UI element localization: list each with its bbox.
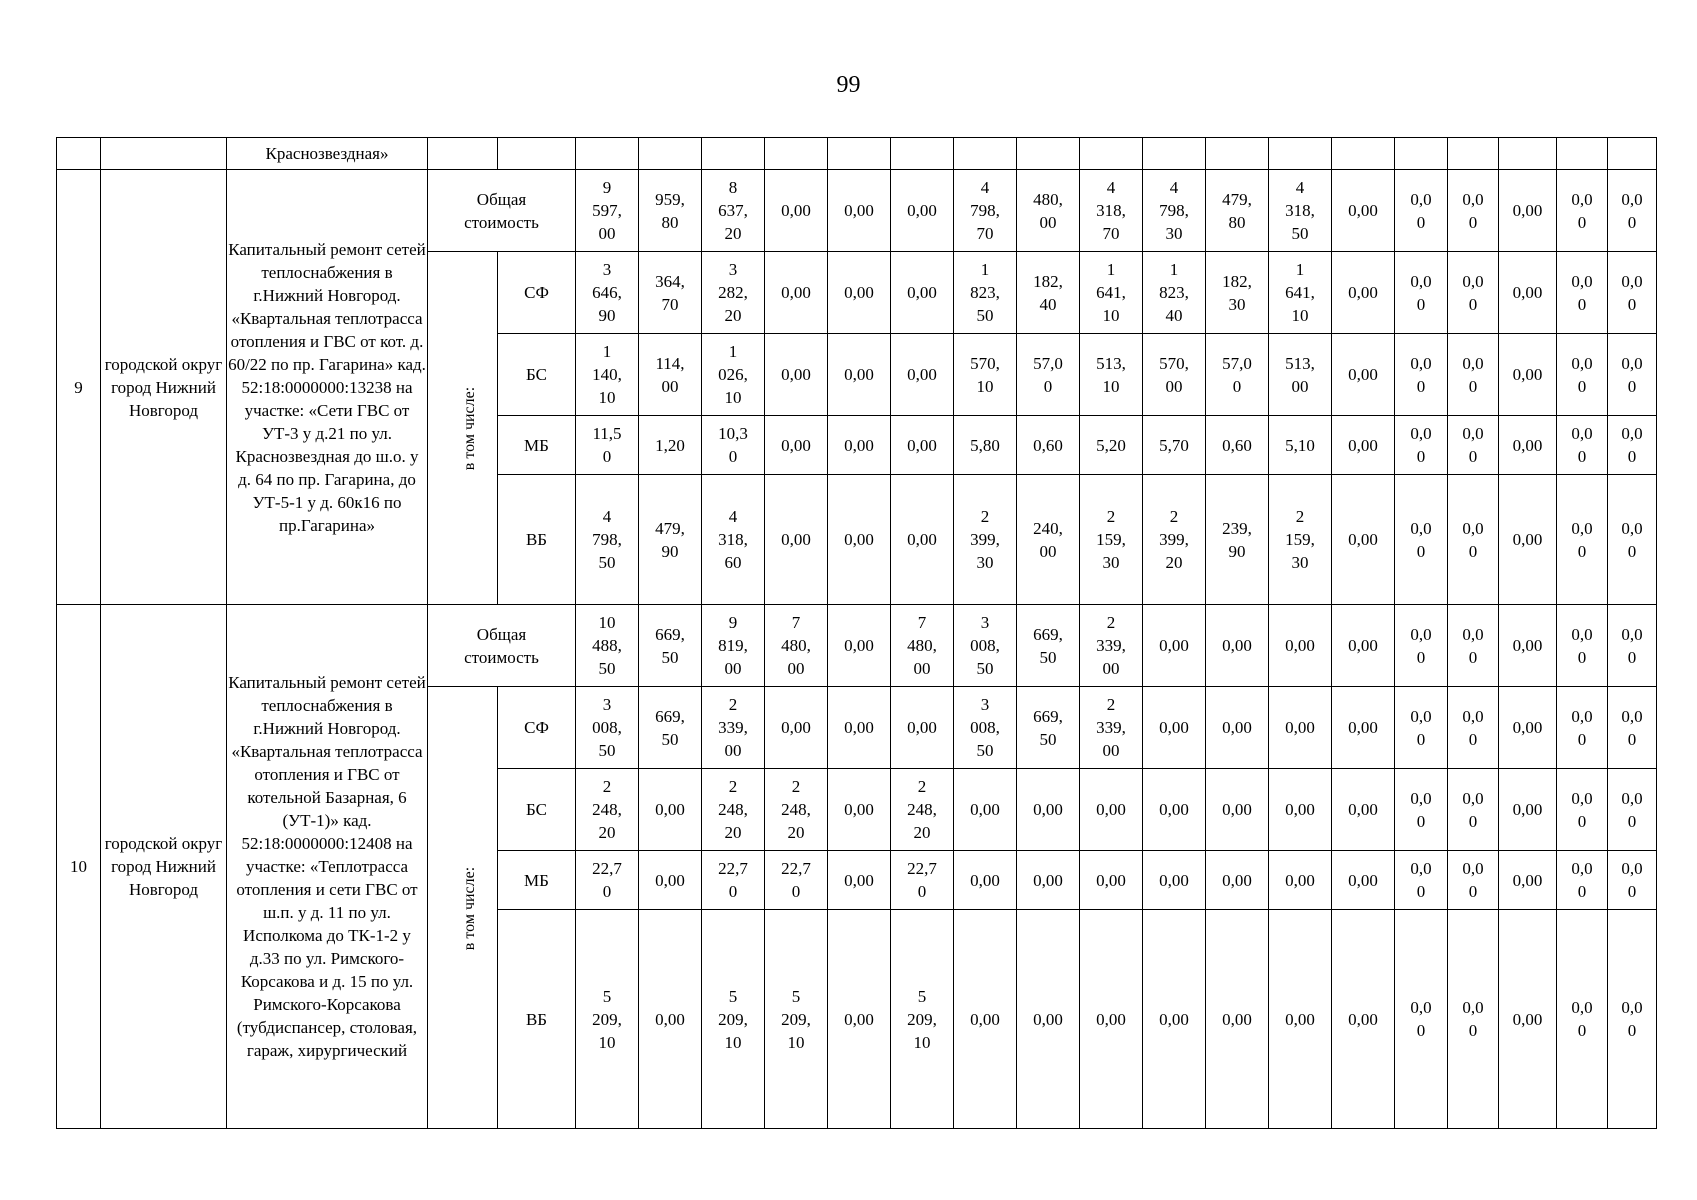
value-cell: 0,00	[1332, 605, 1395, 687]
value-cell: 570, 00	[1143, 334, 1206, 416]
row-label-total: Общая стоимость	[428, 605, 576, 687]
table-row	[57, 170, 1657, 252]
value-cell: 0,0 0	[1395, 475, 1448, 605]
value-cell: 0,00	[1332, 334, 1395, 416]
row-label: ВБ	[498, 910, 576, 1129]
value-cell: 1,20	[639, 416, 702, 475]
value-cell: 0,0 0	[1557, 475, 1608, 605]
cell-empty	[498, 138, 576, 170]
value-cell: 4 318, 60	[702, 475, 765, 605]
value-cell: 5,80	[954, 416, 1017, 475]
value-cell: 0,00	[828, 334, 891, 416]
value-cell: 0,0 0	[1395, 769, 1448, 851]
value-cell: 0,0 0	[1557, 334, 1608, 416]
including-label-cell	[428, 252, 498, 605]
value-cell: 0,00	[1143, 605, 1206, 687]
cell-empty	[1269, 138, 1332, 170]
value-cell: 0,00	[954, 910, 1017, 1129]
value-cell: 0,00	[1269, 851, 1332, 910]
value-cell: 0,00	[1206, 851, 1269, 910]
value-cell: 0,00	[765, 170, 828, 252]
value-cell: 57,0 0	[1206, 334, 1269, 416]
value-cell: 4 798, 30	[1143, 170, 1206, 252]
continuation-row	[57, 138, 1657, 170]
value-cell: 0,00	[1143, 851, 1206, 910]
value-cell: 570, 10	[954, 334, 1017, 416]
value-cell: 0,00	[1143, 687, 1206, 769]
value-cell: 0,00	[891, 170, 954, 252]
value-cell: 7 480, 00	[891, 605, 954, 687]
value-cell: 0,00	[1080, 910, 1143, 1129]
row-label: ВБ	[498, 475, 576, 605]
value-cell: 0,0 0	[1608, 605, 1657, 687]
value-cell: 0,0 0	[1448, 851, 1499, 910]
value-cell: 2 399, 20	[1143, 475, 1206, 605]
value-cell: 0,00	[1332, 769, 1395, 851]
value-cell: 9 597, 00	[576, 170, 639, 252]
value-cell: 0,00	[828, 252, 891, 334]
value-cell: 0,00	[1080, 851, 1143, 910]
cell-empty	[576, 138, 639, 170]
value-cell: 0,00	[1332, 252, 1395, 334]
value-cell: 0,0 0	[1448, 687, 1499, 769]
cell-empty	[428, 138, 498, 170]
value-cell: 0,00	[828, 605, 891, 687]
value-cell: 7 480, 00	[765, 605, 828, 687]
value-cell: 0,00	[765, 687, 828, 769]
value-cell: 0,00	[891, 252, 954, 334]
project-description: Капитальный ремонт сетей теплоснабжения в г.Нижний Новгород. «Квартальная теплотрасса отопления и ГВС от кот. д. 60/22 по пр. Гагарина» кад. 52:18:0000000:13238 на участке: «Сети ГВС от УТ-3 у д.21 по ул. Краснозвездная до ш.о. у д. 64 по пр. Гагарина, до УТ-5-1 у д. 60к16 по пр.Гагарина»	[227, 170, 428, 605]
value-cell: 0,0 0	[1395, 687, 1448, 769]
value-cell: 0,00	[891, 687, 954, 769]
value-cell: 182, 30	[1206, 252, 1269, 334]
cell-empty	[891, 138, 954, 170]
value-cell: 5 209, 10	[702, 910, 765, 1129]
value-cell: 0,0 0	[1557, 416, 1608, 475]
value-cell: 4 798, 70	[954, 170, 1017, 252]
value-cell: 959, 80	[639, 170, 702, 252]
cell-empty	[1206, 138, 1269, 170]
value-cell: 3 282, 20	[702, 252, 765, 334]
value-cell: 0,00	[1332, 475, 1395, 605]
cell-empty	[765, 138, 828, 170]
value-cell: 0,0 0	[1557, 769, 1608, 851]
value-cell: 0,00	[1499, 605, 1557, 687]
value-cell: 0,0 0	[1448, 416, 1499, 475]
value-cell: 1 140, 10	[576, 334, 639, 416]
value-cell: 0,00	[891, 334, 954, 416]
cell-empty	[1448, 138, 1499, 170]
row-label: БС	[498, 334, 576, 416]
value-cell: 0,0 0	[1448, 334, 1499, 416]
value-cell: 0,0 0	[1557, 605, 1608, 687]
value-cell: 9 819, 00	[702, 605, 765, 687]
row-label: МБ	[498, 851, 576, 910]
cell-empty	[57, 138, 101, 170]
value-cell: 0,00	[1499, 416, 1557, 475]
value-cell: 240, 00	[1017, 475, 1080, 605]
row-label: БС	[498, 769, 576, 851]
municipality: городской округ город Нижний Новгород	[101, 605, 227, 1129]
value-cell: 239, 90	[1206, 475, 1269, 605]
value-cell: 0,0 0	[1395, 416, 1448, 475]
value-cell: 513, 00	[1269, 334, 1332, 416]
value-cell: 2 339, 00	[1080, 605, 1143, 687]
value-cell: 0,00	[1269, 910, 1332, 1129]
value-cell: 364, 70	[639, 252, 702, 334]
value-cell: 0,0 0	[1557, 851, 1608, 910]
value-cell: 0,0 0	[1557, 252, 1608, 334]
value-cell: 669, 50	[1017, 687, 1080, 769]
value-cell: 1 823, 50	[954, 252, 1017, 334]
value-cell: 0,00	[891, 475, 954, 605]
value-cell: 0,60	[1206, 416, 1269, 475]
row-label: СФ	[498, 687, 576, 769]
value-cell: 2 399, 30	[954, 475, 1017, 605]
value-cell: 0,0 0	[1608, 252, 1657, 334]
value-cell: 1 641, 10	[1269, 252, 1332, 334]
value-cell: 0,00	[1017, 910, 1080, 1129]
value-cell: 2 248, 20	[576, 769, 639, 851]
value-cell: 0,00	[639, 910, 702, 1129]
description-tail: Краснозвездная»	[227, 138, 428, 170]
value-cell: 0,00	[1332, 851, 1395, 910]
value-cell: 0,0 0	[1608, 851, 1657, 910]
cell-empty	[828, 138, 891, 170]
value-cell: 0,0 0	[1395, 170, 1448, 252]
cell-empty	[702, 138, 765, 170]
value-cell: 0,0 0	[1448, 475, 1499, 605]
value-cell: 114, 00	[639, 334, 702, 416]
value-cell: 0,00	[765, 252, 828, 334]
value-cell: 0,00	[765, 334, 828, 416]
value-cell: 0,00	[1499, 475, 1557, 605]
value-cell: 4 318, 70	[1080, 170, 1143, 252]
value-cell: 2 339, 00	[1080, 687, 1143, 769]
row-label: МБ	[498, 416, 576, 475]
value-cell: 2 248, 20	[891, 769, 954, 851]
including-label-cell	[428, 687, 498, 1129]
project-number: 10	[57, 605, 101, 1129]
value-cell: 4 318, 50	[1269, 170, 1332, 252]
value-cell: 0,00	[828, 769, 891, 851]
value-cell: 5,70	[1143, 416, 1206, 475]
value-cell: 1 026, 10	[702, 334, 765, 416]
value-cell: 0,00	[1269, 605, 1332, 687]
value-cell: 2 248, 20	[702, 769, 765, 851]
value-cell: 22,7 0	[765, 851, 828, 910]
value-cell: 0,0 0	[1557, 170, 1608, 252]
value-cell: 0,00	[1017, 851, 1080, 910]
value-cell: 0,00	[1269, 769, 1332, 851]
value-cell: 2 159, 30	[1269, 475, 1332, 605]
value-cell: 0,00	[765, 475, 828, 605]
value-cell: 0,00	[765, 416, 828, 475]
value-cell: 3 008, 50	[954, 605, 1017, 687]
cell-empty	[1557, 138, 1608, 170]
cell-empty	[1080, 138, 1143, 170]
value-cell: 0,00	[1332, 910, 1395, 1129]
table-row	[57, 605, 1657, 687]
value-cell: 0,0 0	[1448, 252, 1499, 334]
cell-empty	[1499, 138, 1557, 170]
value-cell: 669, 50	[639, 687, 702, 769]
value-cell: 0,00	[1499, 687, 1557, 769]
value-cell: 0,0 0	[1608, 910, 1657, 1129]
value-cell: 0,0 0	[1608, 475, 1657, 605]
value-cell: 0,00	[1206, 769, 1269, 851]
value-cell: 0,00	[1206, 910, 1269, 1129]
value-cell: 0,00	[1499, 851, 1557, 910]
value-cell: 0,00	[828, 170, 891, 252]
value-cell: 0,00	[1332, 170, 1395, 252]
value-cell: 0,0 0	[1395, 851, 1448, 910]
project-number: 9	[57, 170, 101, 605]
value-cell: 2 339, 00	[702, 687, 765, 769]
municipality: городской округ город Нижний Новгород	[101, 170, 227, 605]
value-cell: 0,00	[828, 416, 891, 475]
value-cell: 0,00	[1499, 769, 1557, 851]
value-cell: 0,00	[1206, 687, 1269, 769]
value-cell: 0,00	[1080, 769, 1143, 851]
including-label: в том числе:	[461, 866, 479, 950]
cell-empty	[1608, 138, 1657, 170]
page-number: 99	[836, 72, 861, 98]
value-cell: 0,0 0	[1608, 416, 1657, 475]
value-cell: 0,00	[1143, 769, 1206, 851]
value-cell: 0,00	[1499, 334, 1557, 416]
value-cell: 0,00	[954, 769, 1017, 851]
value-cell: 0,0 0	[1448, 769, 1499, 851]
value-cell: 0,00	[828, 910, 891, 1129]
cell-empty	[1143, 138, 1206, 170]
value-cell: 10,3 0	[702, 416, 765, 475]
value-cell: 1 641, 10	[1080, 252, 1143, 334]
cell-empty	[1395, 138, 1448, 170]
row-label: СФ	[498, 252, 576, 334]
value-cell: 0,0 0	[1448, 910, 1499, 1129]
value-cell: 10 488, 50	[576, 605, 639, 687]
including-label: в том числе:	[461, 386, 479, 471]
value-cell: 0,00	[1269, 687, 1332, 769]
value-cell: 0,0 0	[1557, 687, 1608, 769]
value-cell: 22,7 0	[891, 851, 954, 910]
value-cell: 0,00	[1017, 769, 1080, 851]
value-cell: 0,00	[828, 851, 891, 910]
value-cell: 0,0 0	[1395, 910, 1448, 1129]
value-cell: 5 209, 10	[576, 910, 639, 1129]
value-cell: 22,7 0	[576, 851, 639, 910]
cell-empty	[1332, 138, 1395, 170]
value-cell: 3 008, 50	[576, 687, 639, 769]
value-cell: 11,5 0	[576, 416, 639, 475]
value-cell: 0,0 0	[1395, 334, 1448, 416]
cell-empty	[101, 138, 227, 170]
value-cell: 0,00	[1499, 910, 1557, 1129]
value-cell: 22,7 0	[702, 851, 765, 910]
value-cell: 0,00	[1206, 605, 1269, 687]
value-cell: 0,0 0	[1448, 170, 1499, 252]
value-cell: 0,0 0	[1608, 170, 1657, 252]
value-cell: 479, 90	[639, 475, 702, 605]
value-cell: 5,10	[1269, 416, 1332, 475]
value-cell: 8 637, 20	[702, 170, 765, 252]
value-cell: 0,60	[1017, 416, 1080, 475]
value-cell: 2 159, 30	[1080, 475, 1143, 605]
value-cell: 0,00	[1332, 687, 1395, 769]
value-cell: 5,20	[1080, 416, 1143, 475]
value-cell: 0,00	[1143, 910, 1206, 1129]
value-cell: 0,00	[891, 416, 954, 475]
value-cell: 57,0 0	[1017, 334, 1080, 416]
value-cell: 0,0 0	[1395, 252, 1448, 334]
value-cell: 5 209, 10	[765, 910, 828, 1129]
value-cell: 0,0 0	[1557, 910, 1608, 1129]
value-cell: 480, 00	[1017, 170, 1080, 252]
value-cell: 182, 40	[1017, 252, 1080, 334]
value-cell: 0,00	[954, 851, 1017, 910]
row-label-total: Общая стоимость	[428, 170, 576, 252]
value-cell: 0,00	[639, 769, 702, 851]
cell-empty	[954, 138, 1017, 170]
value-cell: 0,0 0	[1608, 769, 1657, 851]
cell-empty	[639, 138, 702, 170]
value-cell: 1 823, 40	[1143, 252, 1206, 334]
cell-empty	[1017, 138, 1080, 170]
value-cell: 513, 10	[1080, 334, 1143, 416]
value-cell: 0,00	[828, 687, 891, 769]
value-cell: 4 798, 50	[576, 475, 639, 605]
value-cell: 0,00	[1332, 416, 1395, 475]
value-cell: 669, 50	[1017, 605, 1080, 687]
value-cell: 669, 50	[639, 605, 702, 687]
value-cell: 0,0 0	[1448, 605, 1499, 687]
value-cell: 3 646, 90	[576, 252, 639, 334]
value-cell: 0,0 0	[1395, 605, 1448, 687]
value-cell: 5 209, 10	[891, 910, 954, 1129]
value-cell: 0,00	[1499, 252, 1557, 334]
value-cell: 0,00	[639, 851, 702, 910]
value-cell: 0,00	[828, 475, 891, 605]
value-cell: 479, 80	[1206, 170, 1269, 252]
value-cell: 0,0 0	[1608, 334, 1657, 416]
value-cell: 0,0 0	[1608, 687, 1657, 769]
value-cell: 3 008, 50	[954, 687, 1017, 769]
budget-table	[56, 137, 1657, 1129]
project-description: Капитальный ремонт сетей теплоснабжения в г.Нижний Новгород. «Квартальная теплотрасса отопления и ГВС от котельной Базарная, 6 (УТ-1)» кад. 52:18:0000000:12408 на участке: «Теплотрасса отопления и сети ГВС от ш.п. у д. 11 по ул. Исполкома до ТК-1-2 у д.33 по ул. Римского-Корсакова и д. 15 по ул. Римского-Корсакова (тубдиспансер, столовая, гараж, хирургический	[227, 605, 428, 1129]
value-cell: 2 248, 20	[765, 769, 828, 851]
value-cell: 0,00	[1499, 170, 1557, 252]
